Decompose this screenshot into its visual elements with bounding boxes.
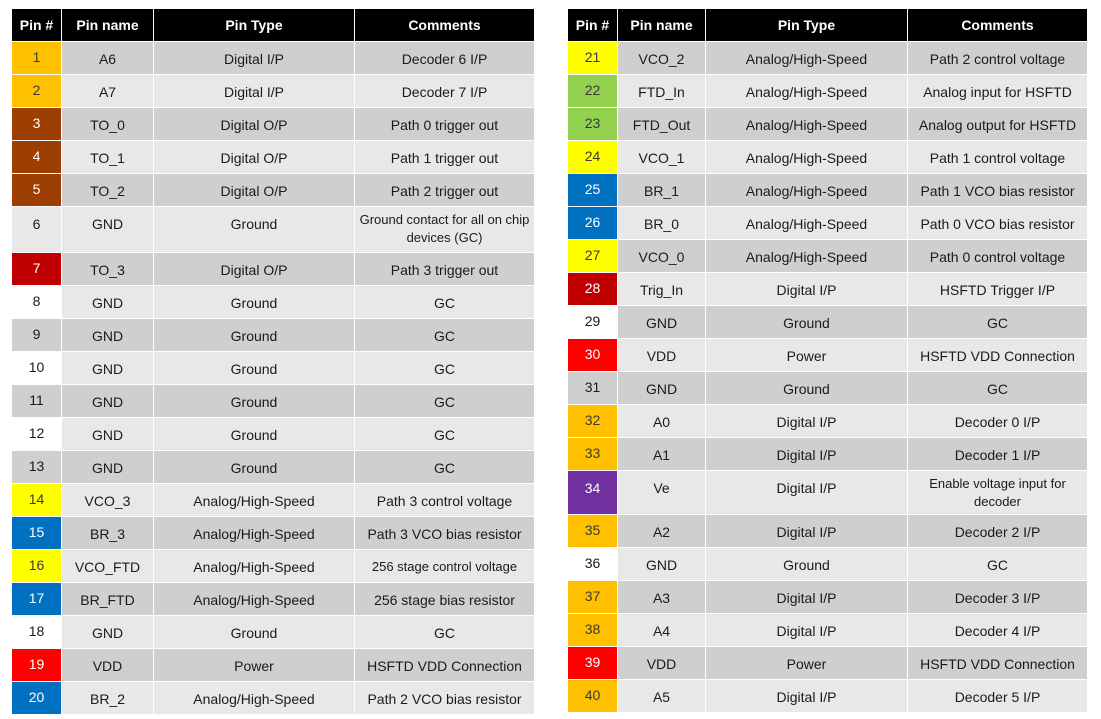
pin-number-cell: 30 xyxy=(568,339,618,372)
pin-type-cell: Digital O/P xyxy=(154,174,355,207)
header-pin-name: Pin name xyxy=(618,9,706,42)
table-row xyxy=(12,352,535,385)
pin-name-cell: VDD xyxy=(62,649,154,682)
header-pin-type: Pin Type xyxy=(154,9,355,42)
table-row xyxy=(568,614,1088,647)
pin-comment-cell: GC xyxy=(355,385,535,418)
pin-name-cell: A6 xyxy=(62,42,154,75)
pin-name-cell: TO_3 xyxy=(62,253,154,286)
pin-comment-cell: Path 2 trigger out xyxy=(355,174,535,207)
pin-comment-cell: GC xyxy=(355,352,535,385)
pin-name-cell: Trig_In xyxy=(618,273,706,306)
table-row xyxy=(12,451,535,484)
pin-name-cell: Ve xyxy=(618,471,706,515)
table-row xyxy=(568,240,1088,273)
table-row xyxy=(12,583,535,616)
pin-comment-cell: GC xyxy=(355,319,535,352)
pin-number-cell: 32 xyxy=(568,405,618,438)
pin-number-cell: 38 xyxy=(568,614,618,647)
pin-type-cell: Digital O/P xyxy=(154,141,355,174)
pin-number-cell: 11 xyxy=(12,385,62,418)
pin-type-cell: Analog/High-Speed xyxy=(154,583,355,616)
header-pin-name: Pin name xyxy=(62,9,154,42)
pin-comment-cell: Path 2 control voltage xyxy=(908,42,1088,75)
pin-number-cell: 28 xyxy=(568,273,618,306)
pin-number-cell: 5 xyxy=(12,174,62,207)
pin-name-cell: BR_FTD xyxy=(62,583,154,616)
pin-type-cell: Digital I/P xyxy=(706,515,908,548)
pin-comment-cell: Path 0 trigger out xyxy=(355,108,535,141)
pin-type-cell: Ground xyxy=(154,286,355,319)
pin-comment-cell: Decoder 1 I/P xyxy=(908,438,1088,471)
pin-number-cell: 20 xyxy=(12,682,62,715)
pin-comment-cell: Decoder 4 I/P xyxy=(908,614,1088,647)
pin-comment-cell: Decoder 7 I/P xyxy=(355,75,535,108)
pin-type-cell: Ground xyxy=(154,418,355,451)
pin-type-cell: Digital I/P xyxy=(706,438,908,471)
table-row xyxy=(12,385,535,418)
pin-name-cell: GND xyxy=(62,352,154,385)
pin-number-cell: 16 xyxy=(12,550,62,583)
pin-name-cell: A7 xyxy=(62,75,154,108)
pin-name-cell: GND xyxy=(62,616,154,649)
pin-type-cell: Digital I/P xyxy=(706,471,908,515)
pin-number-cell: 35 xyxy=(568,515,618,548)
pin-comment-cell: Enable voltage input for decoder xyxy=(908,471,1088,515)
pin-name-cell: VCO_3 xyxy=(62,484,154,517)
pin-type-cell: Analog/High-Speed xyxy=(154,484,355,517)
pin-type-cell: Power xyxy=(706,339,908,372)
pin-name-cell: VDD xyxy=(618,339,706,372)
pin-name-cell: VDD xyxy=(618,647,706,680)
pin-comment-cell: Path 0 VCO bias resistor xyxy=(908,207,1088,240)
pin-type-cell: Digital I/P xyxy=(706,273,908,306)
pin-type-cell: Ground xyxy=(154,319,355,352)
pin-name-cell: A5 xyxy=(618,680,706,713)
header-comments: Comments xyxy=(355,9,535,42)
table-row xyxy=(568,471,1088,515)
pin-number-cell: 1 xyxy=(12,42,62,75)
pin-type-cell: Analog/High-Speed xyxy=(154,517,355,550)
pin-number-cell: 22 xyxy=(568,75,618,108)
pin-table-left xyxy=(11,8,535,715)
pin-type-cell: Ground xyxy=(706,372,908,405)
pin-name-cell: VCO_FTD xyxy=(62,550,154,583)
pin-type-cell: Digital I/P xyxy=(706,614,908,647)
pin-name-cell: TO_2 xyxy=(62,174,154,207)
pin-number-cell: 13 xyxy=(12,451,62,484)
pin-number-cell: 19 xyxy=(12,649,62,682)
pin-comment-cell: GC xyxy=(355,286,535,319)
table-row xyxy=(568,42,1088,75)
pin-name-cell: TO_1 xyxy=(62,141,154,174)
pin-type-cell: Ground xyxy=(154,616,355,649)
pin-type-cell: Ground xyxy=(706,306,908,339)
header-pin: Pin # xyxy=(568,9,618,42)
table-row xyxy=(12,42,535,75)
pin-type-cell: Analog/High-Speed xyxy=(706,207,908,240)
pin-name-cell: GND xyxy=(62,319,154,352)
pin-type-cell: Digital I/P xyxy=(706,405,908,438)
pin-name-cell: A2 xyxy=(618,515,706,548)
pin-type-cell: Ground xyxy=(154,352,355,385)
pin-comment-cell: GC xyxy=(908,548,1088,581)
table-row xyxy=(568,273,1088,306)
pin-type-cell: Digital I/P xyxy=(706,680,908,713)
pin-number-cell: 2 xyxy=(12,75,62,108)
pin-type-cell: Digital I/P xyxy=(706,581,908,614)
pin-name-cell: FTD_In xyxy=(618,75,706,108)
pin-number-cell: 3 xyxy=(12,108,62,141)
pin-comment-cell: Path 2 VCO bias resistor xyxy=(355,682,535,715)
table-row xyxy=(568,581,1088,614)
pin-number-cell: 14 xyxy=(12,484,62,517)
pin-number-cell: 37 xyxy=(568,581,618,614)
table-row xyxy=(12,550,535,583)
header-row xyxy=(12,9,535,42)
pin-number-cell: 17 xyxy=(12,583,62,616)
pin-name-cell: GND xyxy=(62,418,154,451)
pin-type-cell: Analog/High-Speed xyxy=(154,682,355,715)
pin-type-cell: Analog/High-Speed xyxy=(706,141,908,174)
pin-comment-cell: HSFTD VDD Connection xyxy=(908,339,1088,372)
pin-table-right-body xyxy=(568,42,1088,713)
pin-name-cell: FTD_Out xyxy=(618,108,706,141)
pin-number-cell: 40 xyxy=(568,680,618,713)
table-row xyxy=(12,207,535,253)
table-row xyxy=(568,647,1088,680)
table-row xyxy=(568,680,1088,713)
pin-comment-cell: Analog output for HSFTD xyxy=(908,108,1088,141)
pin-table-left-body xyxy=(12,42,535,715)
pin-type-cell: Analog/High-Speed xyxy=(706,42,908,75)
pin-name-cell: GND xyxy=(62,451,154,484)
table-row xyxy=(568,207,1088,240)
pin-comment-cell: Path 1 VCO bias resistor xyxy=(908,174,1088,207)
pin-type-cell: Ground xyxy=(154,207,355,253)
pin-comment-cell: GC xyxy=(908,372,1088,405)
pin-number-cell: 21 xyxy=(568,42,618,75)
pin-comment-cell: GC xyxy=(908,306,1088,339)
pin-number-cell: 36 xyxy=(568,548,618,581)
pin-type-cell: Digital O/P xyxy=(154,253,355,286)
pin-comment-cell: GC xyxy=(355,418,535,451)
pin-name-cell: A4 xyxy=(618,614,706,647)
pin-number-cell: 27 xyxy=(568,240,618,273)
pin-name-cell: TO_0 xyxy=(62,108,154,141)
pin-comment-cell: Path 3 control voltage xyxy=(355,484,535,517)
pin-number-cell: 9 xyxy=(12,319,62,352)
table-row xyxy=(12,253,535,286)
table-row xyxy=(12,108,535,141)
pin-number-cell: 33 xyxy=(568,438,618,471)
pin-type-cell: Digital I/P xyxy=(154,42,355,75)
table-row xyxy=(568,405,1088,438)
pin-type-cell: Power xyxy=(154,649,355,682)
table-row xyxy=(568,372,1088,405)
pin-comment-cell: Path 3 trigger out xyxy=(355,253,535,286)
table-row xyxy=(12,649,535,682)
pin-number-cell: 10 xyxy=(12,352,62,385)
pin-name-cell: VCO_2 xyxy=(618,42,706,75)
pin-comment-cell: Decoder 3 I/P xyxy=(908,581,1088,614)
pin-name-cell: GND xyxy=(618,372,706,405)
pin-name-cell: GND xyxy=(62,385,154,418)
pin-number-cell: 7 xyxy=(12,253,62,286)
pin-comment-cell: Decoder 5 I/P xyxy=(908,680,1088,713)
pin-name-cell: GND xyxy=(62,207,154,253)
pin-name-cell: A1 xyxy=(618,438,706,471)
pin-type-cell: Analog/High-Speed xyxy=(706,75,908,108)
pin-number-cell: 4 xyxy=(12,141,62,174)
table-row xyxy=(568,548,1088,581)
pin-number-cell: 39 xyxy=(568,647,618,680)
pin-number-cell: 25 xyxy=(568,174,618,207)
pin-type-cell: Analog/High-Speed xyxy=(154,550,355,583)
header-comments: Comments xyxy=(908,9,1088,42)
pin-comment-cell: 256 stage bias resistor xyxy=(355,583,535,616)
table-row xyxy=(12,174,535,207)
pin-number-cell: 31 xyxy=(568,372,618,405)
pin-name-cell: BR_3 xyxy=(62,517,154,550)
pin-type-cell: Power xyxy=(706,647,908,680)
table-row xyxy=(12,319,535,352)
pin-number-cell: 6 xyxy=(12,207,62,253)
pin-name-cell: GND xyxy=(618,548,706,581)
pin-table-right xyxy=(567,8,1088,713)
pin-name-cell: VCO_1 xyxy=(618,141,706,174)
header-pin-type: Pin Type xyxy=(706,9,908,42)
pin-type-cell: Ground xyxy=(706,548,908,581)
pin-comment-cell: 256 stage control voltage xyxy=(355,550,535,583)
pin-comment-cell: Decoder 6 I/P xyxy=(355,42,535,75)
pin-number-cell: 23 xyxy=(568,108,618,141)
pin-comment-cell: HSFTD VDD Connection xyxy=(355,649,535,682)
pin-name-cell: BR_1 xyxy=(618,174,706,207)
table-row xyxy=(568,174,1088,207)
pin-type-cell: Analog/High-Speed xyxy=(706,174,908,207)
pin-number-cell: 34 xyxy=(568,471,618,515)
pin-type-cell: Analog/High-Speed xyxy=(706,240,908,273)
table-row xyxy=(12,141,535,174)
table-row xyxy=(12,616,535,649)
pin-number-cell: 12 xyxy=(12,418,62,451)
pin-name-cell: BR_0 xyxy=(618,207,706,240)
header-row xyxy=(568,9,1088,42)
table-row xyxy=(568,108,1088,141)
pin-comment-cell: HSFTD VDD Connection xyxy=(908,647,1088,680)
pin-number-cell: 18 xyxy=(12,616,62,649)
pin-name-cell: BR_2 xyxy=(62,682,154,715)
table-row xyxy=(568,438,1088,471)
table-row xyxy=(12,286,535,319)
pin-name-cell: GND xyxy=(618,306,706,339)
table-row xyxy=(12,75,535,108)
pin-type-cell: Analog/High-Speed xyxy=(706,108,908,141)
table-row xyxy=(568,306,1088,339)
pin-comment-cell: Decoder 0 I/P xyxy=(908,405,1088,438)
pin-comment-cell: Ground contact for all on chip devices (GC) xyxy=(355,207,535,253)
header-pin: Pin # xyxy=(12,9,62,42)
pin-comment-cell: Path 0 control voltage xyxy=(908,240,1088,273)
pin-comment-cell: Path 1 control voltage xyxy=(908,141,1088,174)
pin-comment-cell: GC xyxy=(355,616,535,649)
table-row xyxy=(12,517,535,550)
pin-type-cell: Digital I/P xyxy=(154,75,355,108)
pin-comment-cell: Path 3 VCO bias resistor xyxy=(355,517,535,550)
pin-name-cell: A3 xyxy=(618,581,706,614)
pin-comment-cell: Decoder 2 I/P xyxy=(908,515,1088,548)
pin-number-cell: 29 xyxy=(568,306,618,339)
pin-name-cell: A0 xyxy=(618,405,706,438)
pin-comment-cell: Analog input for HSFTD xyxy=(908,75,1088,108)
table-row xyxy=(12,484,535,517)
table-row xyxy=(568,141,1088,174)
pin-comment-cell: HSFTD Trigger I/P xyxy=(908,273,1088,306)
pin-number-cell: 26 xyxy=(568,207,618,240)
pin-number-cell: 15 xyxy=(12,517,62,550)
pin-number-cell: 24 xyxy=(568,141,618,174)
pin-number-cell: 8 xyxy=(12,286,62,319)
table-row xyxy=(12,418,535,451)
pin-name-cell: GND xyxy=(62,286,154,319)
pin-name-cell: VCO_0 xyxy=(618,240,706,273)
pin-type-cell: Ground xyxy=(154,451,355,484)
pin-comment-cell: GC xyxy=(355,451,535,484)
table-row xyxy=(568,339,1088,372)
table-row xyxy=(568,515,1088,548)
table-row xyxy=(12,682,535,715)
pin-comment-cell: Path 1 trigger out xyxy=(355,141,535,174)
pin-type-cell: Digital O/P xyxy=(154,108,355,141)
pin-type-cell: Ground xyxy=(154,385,355,418)
table-row xyxy=(568,75,1088,108)
